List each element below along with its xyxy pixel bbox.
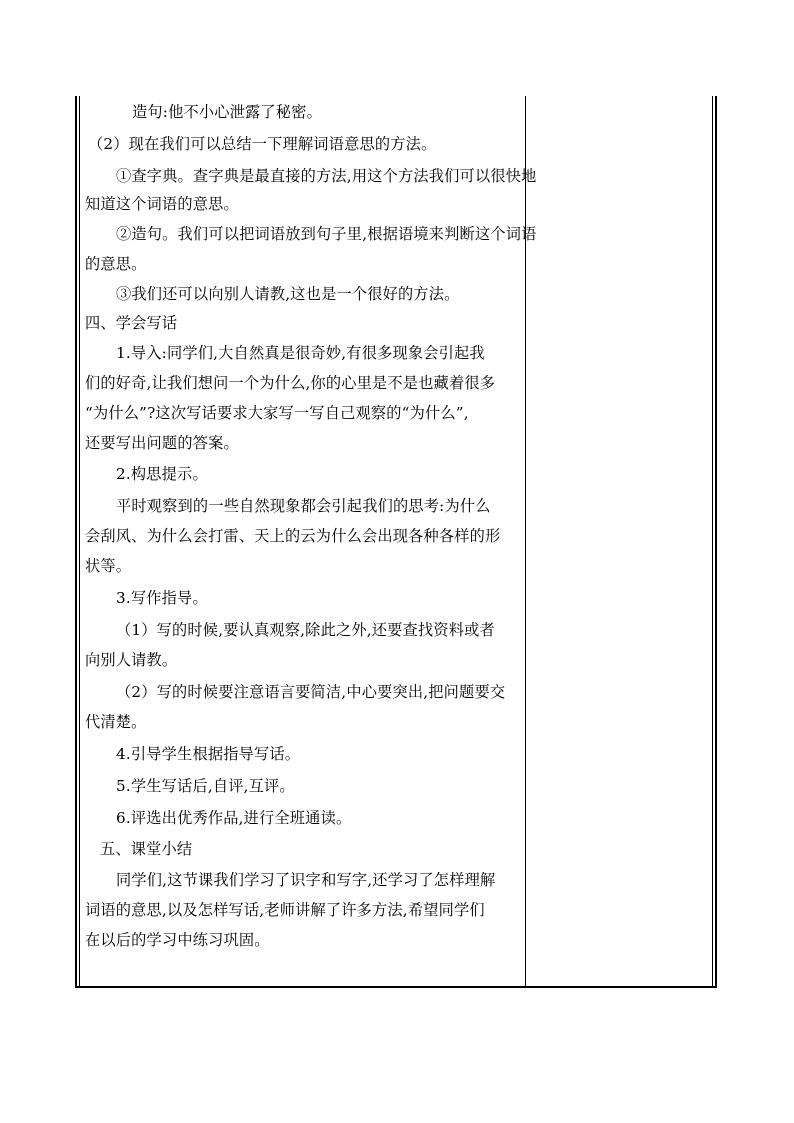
summary-line: 同学们,这节课我们学习了识字和写字,还学习了怎样理解 [116,871,496,889]
idea-tips-line: 平时观察到的一些自然现象都会引起我们的思考:为什么 [116,497,491,515]
table-left-inner-border [79,96,80,988]
table-left-border [75,96,77,988]
intro-line-cont-3: 还要写出问题的答案。 [85,434,239,452]
notes-cell [526,96,711,986]
table-bottom-border [75,986,717,988]
method-dictionary-line: ①查字典。查字典是最直接的方法,用这个方法我们可以很快地 [116,167,537,185]
method-summary-line: （2）现在我们可以总结一下理解词语意思的方法。 [88,135,437,153]
writing-guide-point-1-cont: 向别人请教。 [85,651,178,669]
idea-tips-line-cont-2: 状等。 [85,557,132,575]
method-sentence-line: ②造句。我们可以把词语放到句子里,根据语境来判断这个词语 [116,225,537,243]
writing-guide-heading: 3.写作指导。 [116,589,208,607]
method-sentence-line-cont: 的意思。 [85,255,147,273]
intro-line-cont-2: “为什么”?这次写话要求大家写一写自己观察的“为什么”, [85,404,469,422]
summary-line-cont-2: 在以后的学习中练习巩固。 [85,931,270,949]
step-five-line: 5.学生写话后,自评,互评。 [116,777,295,795]
summary-line-cont-1: 词语的意思,以及怎样写话,老师讲解了许多方法,希望同学们 [85,901,485,919]
idea-tips-line-cont-1: 会刮风、为什么会打雷、天上的云为什么会出现各种各样的形 [85,527,501,545]
step-four-line: 4.引导学生根据指导写话。 [116,745,301,763]
intro-line: 1.导入:同学们,大自然真是很奇妙,有很多现象会引起我 [116,344,485,362]
example-sentence-line: 造句:他不小心泄露了秘密。 [132,103,322,121]
method-ask-line: ③我们还可以向别人请教,这也是一个很好的方法。 [116,285,460,303]
writing-guide-point-1: （1）写的时候,要认真观察,除此之外,还要查找资料或者 [116,621,495,639]
intro-line-cont-1: 们的好奇,让我们想问一个为什么,你的心里是不是也藏着很多 [85,374,496,392]
method-dictionary-line-cont: 知道这个词语的意思。 [85,195,239,213]
table-right-inner-border [712,96,713,988]
idea-tips-heading: 2.构思提示。 [116,465,208,483]
step-six-line: 6.评选出优秀作品,进行全班通读。 [116,809,352,827]
table-right-border [715,96,717,988]
lesson-table [75,96,717,988]
writing-guide-point-2-cont: 代清楚。 [85,713,147,731]
section-four-heading: 四、学会写话 [85,314,178,332]
writing-guide-point-2: （2）写的时候要注意语言要简洁,中心要突出,把问题要交 [116,683,506,701]
section-five-heading: 五、课堂小结 [100,840,193,858]
